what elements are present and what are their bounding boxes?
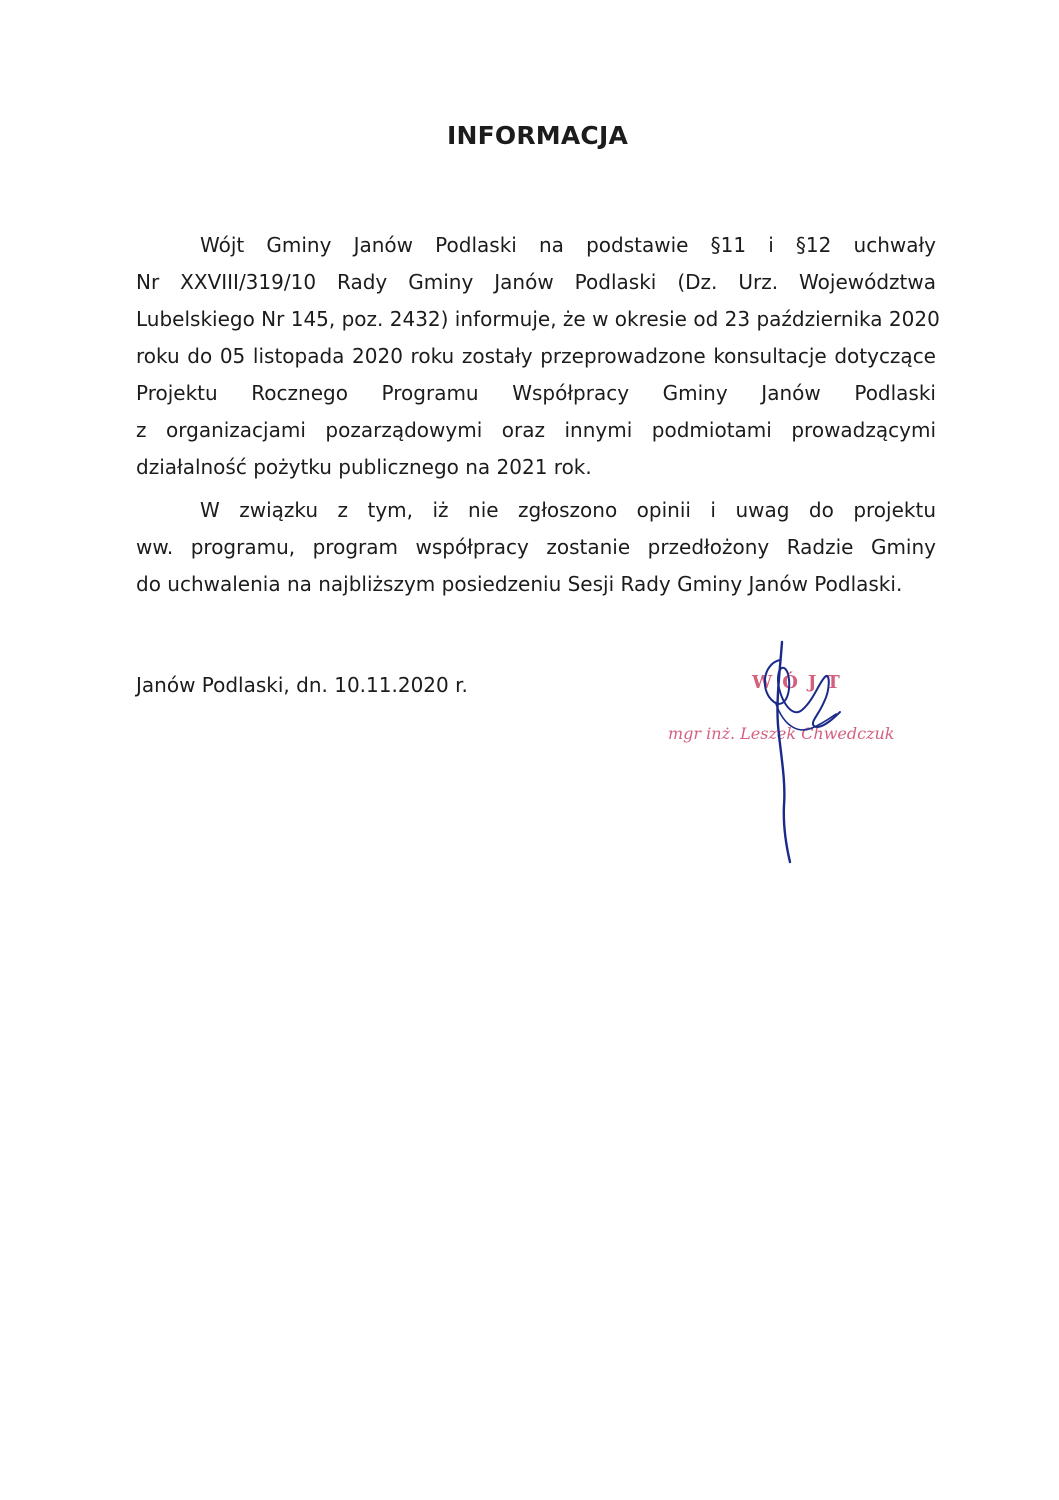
- paragraph-line: Nr XXVIII/319/10 Rady Gminy Janów Podlaski (Dz. Urz. Województwa: [136, 270, 936, 294]
- paragraph-line: do uchwalenia na najbliższym posiedzeniu Sesji Rady Gminy Janów Podlaski.: [136, 572, 903, 596]
- paragraph-line: roku do 05 listopada 2020 roku zostały przeprowadzone konsultacje dotyczące: [136, 344, 936, 368]
- paragraph-line: z organizacjami pozarządowymi oraz innymi podmiotami prowadzącymi: [136, 418, 936, 442]
- paragraph-line: działalność pożytku publicznego na 2021 rok.: [136, 455, 592, 479]
- stamp-name: mgr inż. Leszek Chwedczuk: [668, 724, 895, 743]
- stamp-title: WÓJT: [752, 672, 850, 693]
- paragraph-conclusion: [136, 492, 936, 603]
- paragraph-line: ww. programu, program współpracy zostanie przedłożony Radzie Gminy: [136, 535, 936, 559]
- handwritten-signature: [740, 630, 860, 870]
- paragraph-line: W związku z tym, iż nie zgłoszono opinii i uwag do projektu: [200, 498, 936, 522]
- signature-flourish: [776, 704, 836, 730]
- document-title: INFORMACJA: [446, 121, 629, 150]
- paragraph-consultation-info: [136, 227, 940, 486]
- signature-loop: [765, 660, 840, 727]
- paragraph-line: Wójt Gminy Janów Podlaski na podstawie §11 i §12 uchwały: [200, 233, 936, 257]
- paragraph-line: Lubelskiego Nr 145, poz. 2432) informuje, że w okresie od 23 października 2020: [136, 307, 940, 331]
- place-and-date: Janów Podlaski, dn. 10.11.2020 r.: [136, 673, 468, 697]
- paragraph-line: Projektu Rocznego Programu Współpracy Gminy Janów Podlaski: [136, 381, 936, 405]
